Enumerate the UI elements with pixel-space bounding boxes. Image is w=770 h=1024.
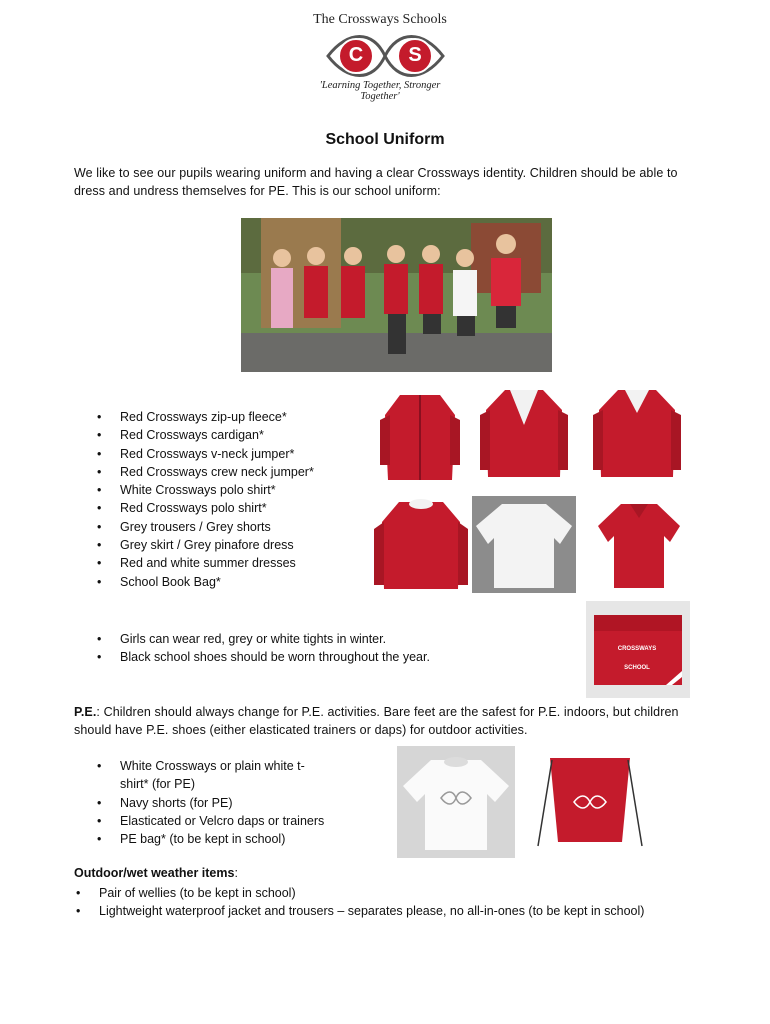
- pe-paragraph: [74, 703, 699, 739]
- pe-label: P.E.: [74, 705, 97, 719]
- list-item: • Black school shoes should be worn throughout the year.: [74, 648, 554, 666]
- white-polo-photo: [472, 496, 576, 593]
- list-item: • School Book Bag*: [74, 573, 374, 591]
- vneck-jumper-photo: [593, 385, 681, 480]
- outdoor-heading-text: Outdoor/wet weather items: [74, 866, 235, 880]
- red-polo-photo: [596, 496, 682, 593]
- logo-monogram-c: C: [348, 44, 364, 66]
- pe-list: [74, 757, 364, 848]
- list-item: • Red Crossways v-neck jumper*: [74, 445, 374, 463]
- outdoor-heading: [74, 866, 238, 880]
- list-item: • White Crossways polo shirt*: [74, 481, 374, 499]
- list-item: • PE bag* (to be kept in school): [74, 830, 364, 848]
- page-title: School Uniform: [325, 131, 445, 148]
- school-name: The Crossways Schools: [313, 12, 447, 27]
- pe-tshirt-photo: [397, 746, 515, 858]
- uniform-list: [74, 408, 374, 591]
- list-item: • Red Crossways zip-up fleece*: [74, 408, 374, 426]
- list-item: • Girls can wear red, grey or white tights in winter.: [74, 630, 554, 648]
- pe-text: : Children should always change for P.E. activities. Bare feet are the safest for P.E. indoors, but children should have P.E. shoes (either elasticated trainers or daps) for outdoor activities.: [74, 705, 679, 737]
- bag-label-top: CROSSWAYS: [617, 646, 657, 652]
- list-item: • Navy shorts (for PE): [74, 794, 364, 812]
- logo-emblem: [318, 30, 453, 82]
- outdoor-list: [53, 884, 703, 921]
- list-item: • Grey trousers / Grey shorts: [74, 518, 374, 536]
- extra-list: [74, 630, 554, 667]
- list-item: • Pair of wellies (to be kept in school): [53, 884, 703, 902]
- list-item: • Red Crossways cardigan*: [74, 426, 374, 444]
- list-item: • Red Crossways polo shirt*: [74, 499, 374, 517]
- pe-bag-photo: [530, 746, 650, 858]
- school-motto: 'Learning Together, Stronger Together': [319, 80, 441, 102]
- list-item: • Grey skirt / Grey pinafore dress: [74, 536, 374, 554]
- intro-paragraph: We like to see our pupils wearing uniform and having a clear Crossways identity. Children should be able to dress and undress themselves for PE. This is our school uniform:: [74, 166, 678, 198]
- pupils-group-photo: [241, 218, 552, 372]
- cardigan-photo: [480, 385, 568, 480]
- list-item: • Elasticated or Velcro daps or trainers: [74, 812, 364, 830]
- logo-monogram-s: S: [408, 44, 422, 66]
- list-item: • Red Crossways crew neck jumper*: [74, 463, 374, 481]
- list-item: • Red and white summer dresses: [74, 554, 374, 572]
- list-item: • Lightweight waterproof jacket and trousers – separates please, no all-in-ones (to be kept in school): [53, 902, 703, 920]
- bag-label-bottom: SCHOOL: [624, 665, 650, 671]
- fleece-photo: [380, 385, 460, 485]
- outdoor-heading-suffix: :: [234, 866, 238, 880]
- list-item: • White Crossways or plain white t-shirt* (for PE): [74, 757, 364, 794]
- crew-jumper-photo: [374, 497, 468, 592]
